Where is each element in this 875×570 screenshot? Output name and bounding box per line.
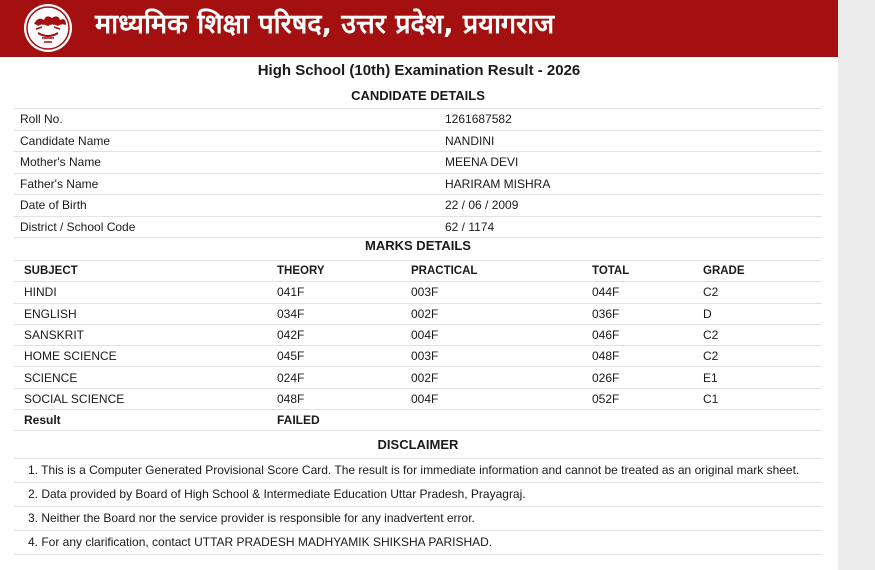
marks-cell: 003F (401, 346, 582, 367)
marks-cell: 048F (582, 346, 693, 367)
marks-row (14, 303, 822, 324)
candidate-detail-row (14, 152, 822, 174)
marks-cell: 046F (582, 324, 693, 345)
marks-cell: 042F (267, 324, 401, 345)
disclaimer-item: 3. Neither the Board nor the service provider is responsible for any inadvertent error. (14, 507, 822, 531)
column-header: TOTAL (582, 261, 693, 282)
candidate-detail-row (14, 195, 822, 217)
disclaimer-item: 1. This is a Computer Generated Provisional Score Card. The result is for immediate information and cannot be treated as an original mark sheet. (14, 458, 822, 483)
marks-row (14, 282, 822, 303)
marks-cell: 045F (267, 346, 401, 367)
marks-cell: E1 (693, 367, 822, 388)
detail-label: District / School Code (14, 216, 439, 238)
marks-cell: 026F (582, 367, 693, 388)
marks-row (14, 367, 822, 388)
result-title: High School (10th) Examination Result - 2026 (257, 62, 581, 79)
marks-header-row (14, 261, 822, 282)
marks-cell: 002F (401, 303, 582, 324)
marks-cell: 004F (401, 388, 582, 409)
candidate-details-table (14, 108, 822, 238)
column-header: THEORY (267, 261, 401, 282)
detail-label: Date of Birth (14, 195, 439, 217)
detail-label: Father's Name (14, 173, 439, 195)
up-govt-emblem-icon (8, 2, 88, 54)
marks-cell: SCIENCE (14, 367, 267, 388)
marks-cell: 036F (582, 303, 693, 324)
detail-value: 22 / 06 / 2009 (439, 195, 822, 217)
candidate-detail-row (14, 173, 822, 195)
marks-row (14, 346, 822, 367)
marks-cell: 003F (401, 282, 582, 303)
detail-label: Mother's Name (14, 152, 439, 174)
marks-cell: 034F (267, 303, 401, 324)
marks-cell: D (693, 303, 822, 324)
disclaimer-heading: DISCLAIMER (377, 437, 459, 452)
marks-row (14, 324, 822, 345)
detail-value: MEENA DEVI (439, 152, 822, 174)
candidate-detail-row (14, 109, 822, 131)
marks-cell: C1 (693, 388, 822, 409)
candidate-details-heading: CANDIDATE DETAILS (351, 88, 485, 103)
marks-details-heading: MARKS DETAILS (365, 238, 471, 253)
marks-cell: SANSKRIT (14, 324, 267, 345)
marks-cell: ENGLISH (14, 303, 267, 324)
marks-cell: SOCIAL SCIENCE (14, 388, 267, 409)
marks-cell: 041F (267, 282, 401, 303)
result-label: Result (14, 410, 267, 431)
column-header: GRADE (693, 261, 822, 282)
marks-cell: C2 (693, 346, 822, 367)
detail-value: HARIRAM MISHRA (439, 173, 822, 195)
disclaimer-list (14, 458, 822, 555)
column-header: PRACTICAL (401, 261, 582, 282)
detail-value: NANDINI (439, 130, 822, 152)
candidate-detail-row (14, 216, 822, 238)
board-header (0, 0, 838, 57)
marks-cell: 048F (267, 388, 401, 409)
marks-cell: HINDI (14, 282, 267, 303)
board-name: माध्यमिक शिक्षा परिषद, उत्तर प्रदेश, प्रयागराज (95, 9, 555, 40)
result-row (14, 410, 822, 431)
marks-cell: 052F (582, 388, 693, 409)
marks-cell: HOME SCIENCE (14, 346, 267, 367)
detail-value: 62 / 1174 (439, 216, 822, 238)
marks-cell: C2 (693, 324, 822, 345)
detail-value: 1261687582 (439, 109, 822, 131)
page-gutter (838, 0, 875, 570)
marks-details-table (14, 260, 822, 431)
candidate-detail-row (14, 130, 822, 152)
detail-label: Candidate Name (14, 130, 439, 152)
detail-label: Roll No. (14, 109, 439, 131)
marks-cell: 024F (267, 367, 401, 388)
marks-cell: 002F (401, 367, 582, 388)
marks-row (14, 388, 822, 409)
marks-cell: 044F (582, 282, 693, 303)
column-header: SUBJECT (14, 261, 267, 282)
disclaimer-item: 4. For any clarification, contact UTTAR PRADESH MADHYAMIK SHIKSHA PARISHAD. (14, 531, 822, 555)
result-status: FAILED (267, 410, 822, 431)
marks-cell: C2 (693, 282, 822, 303)
marks-cell: 004F (401, 324, 582, 345)
disclaimer-item: 2. Data provided by Board of High School & Intermediate Education Uttar Pradesh, Prayagraj. (14, 483, 822, 507)
